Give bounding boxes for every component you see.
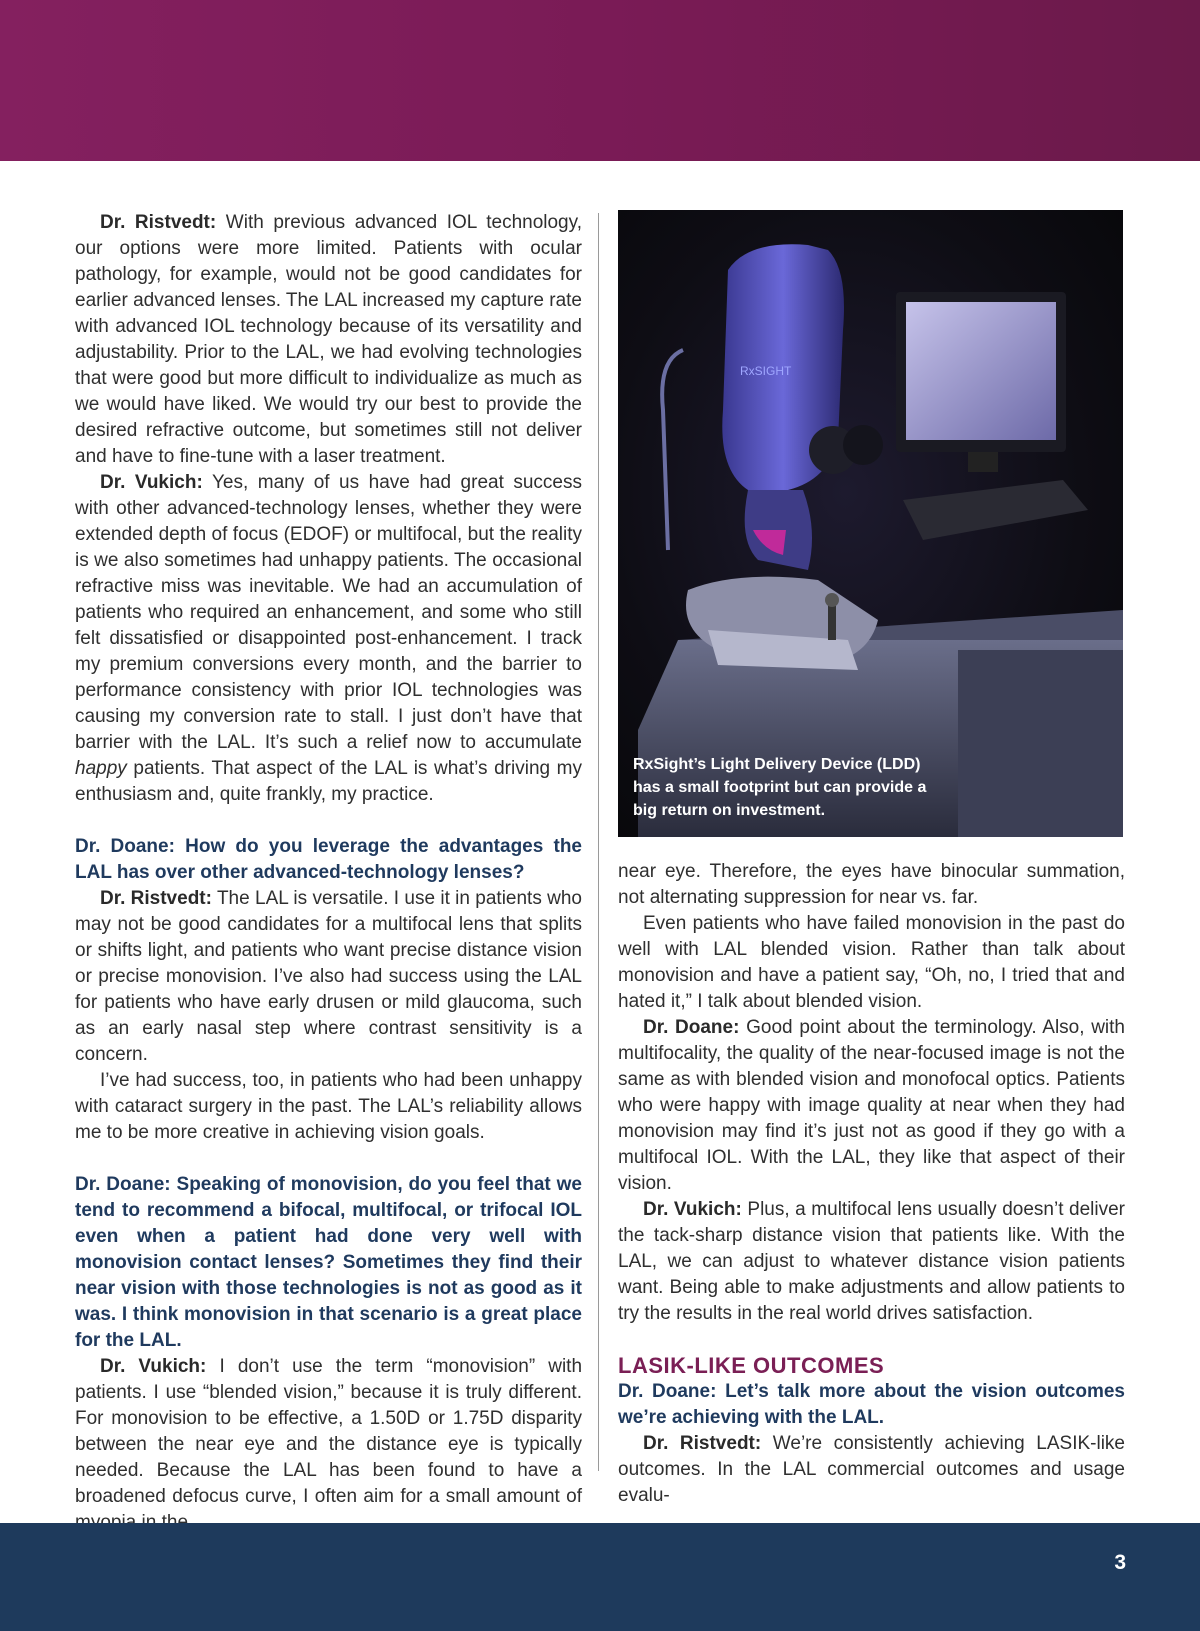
speaker-label: Dr. Ristvedt: — [100, 888, 212, 909]
speaker-label: Dr. Doane: — [643, 1017, 740, 1038]
speaker-label: Dr. Vukich: — [643, 1199, 742, 1220]
device-illustration — [618, 210, 1123, 837]
speaker-label: Dr. Vukich: — [100, 1356, 207, 1377]
speaker-label: Dr. Vukich: — [100, 472, 203, 493]
answer-text: Good point about the terminology. Also, with multifocality, the quality of the near-focused image is not the same as with blended vision and monofocal optics. Patients who were happy with image quality at near when they had monovision may find it’s just not as good if they go with a multifocal IOL. With the LAL, they like that aspect of their vision. — [618, 1017, 1125, 1194]
answer-text-continued: patients. That aspect of the LAL is what’s driving my enthusiasm and, quite frankly, my practice. — [75, 758, 582, 805]
header-band — [0, 0, 1200, 161]
left-column — [75, 210, 582, 1536]
answer-text: The LAL is versatile. I use it in patients who may not be good candidates for a multifocal lens that splits or shifts light, and patients who want precise distance vision or precise monovision. I’ve also had success using the LAL for patients who have early drusen or mild glaucoma, such as an early nasal step where contrast sensitivity is a concern. — [75, 888, 582, 1065]
page-number: 3 — [1114, 1551, 1126, 1574]
paragraph-vukich-2 — [75, 1354, 582, 1536]
paragraph-vukich-1 — [75, 470, 582, 808]
answer-text: With previous advanced IOL technology, our options were more limited. Patients with ocular pathology, for example, would not be good candidates for earlier advanced lenses. The LAL increased my capture rate with advanced IOL technology because of its versatility and adjustability. Prior to the LAL, we had evolving technologies that were good but more difficult to individualize as much as we would have liked. We would try our best to provide the desired refractive outcome, but sometimes still not deliver and have to fine-tune with a laser treatment. — [75, 212, 582, 467]
device-photo — [618, 210, 1123, 837]
speaker-label: Dr. Ristvedt: — [643, 1433, 762, 1454]
paragraph-success: I’ve had success, too, in patients who had been unhappy with cataract surgery in the past. The LAL’s reliability allows me to be more creative in achieving vision goals. — [75, 1070, 582, 1143]
column-divider — [598, 213, 599, 1471]
answer-text: Plus, a multifocal lens usually doesn’t deliver the tack-sharp distance vision that patients like. With the LAL, we can adjust to whatever distance vision patients want. Being able to make adjustments and allow patients to try the results in the real world drives satisfaction. — [618, 1199, 1126, 1324]
paragraph-vukich-3 — [618, 1197, 1125, 1327]
answer-text: Yes, many of us have had great success with other advanced-technology lenses, whether they were extended depth of focus (EDOF) or multifocal, but the reality is we also sometimes had unhappy patients. The occasional refractive miss was inevitable. We had an accumulation of patients who required an enhancement, and some who still felt dissatisfied or disappointed post-enhancement. I track my premium conversions every month, and the barrier to performance consistency with prior IOL technologies was causing my conversion rate to stall. I just don’t have that barrier with the LAL. It’s such a relief now to accumulate — [75, 472, 582, 753]
question-leverage: Dr. Doane: How do you leverage the advantages the LAL has over other advanced-technology lenses? — [75, 836, 582, 883]
paragraph-ristvedt-1 — [75, 210, 582, 470]
paragraph-continuation: near eye. Therefore, the eyes have binocular summation, not alternating suppression for near vs. far. — [618, 861, 1125, 908]
emphasis-text: happy — [75, 758, 127, 779]
footer-band — [0, 1523, 1200, 1631]
paragraph-failed-monovision: Even patients who have failed monovision in the past do well with LAL blended vision. Rather than talk about monovision and have a patient say, “Oh, no, I tried that and hated it,” I talk about blended vision. — [618, 913, 1125, 1012]
question-monovision: Dr. Doane: Speaking of monovision, do you feel that we tend to recommend a bifocal, multifocal, or trifocal IOL even when a patient had done very well with monovision contact lenses? Sometimes they find their near vision with those technologies is not as good as it was. I think monovision in that scenario is a great place for the LAL. — [75, 1174, 582, 1351]
paragraph-ristvedt-3 — [618, 1431, 1125, 1509]
answer-text: I don’t use the term “monovision” with patients. I use “blended vision,” because it is truly different. For monovision to be effective, a 1.50D or 1.75D disparity between the near eye and the distance eye is typically needed. Because the LAL has been found to have a broadened defocus curve, I often aim for a small amount of — [75, 1356, 583, 1507]
photo-caption: RxSight’s Light Delivery Device (LDD) has a small footprint but can provide a big return on investment. — [633, 756, 927, 819]
paragraph-doane-1 — [618, 1015, 1125, 1197]
question-outcomes: Dr. Doane: Let’s talk more about the vision outcomes we’re achieving with the LAL. — [618, 1381, 1125, 1428]
paragraph-ristvedt-2 — [75, 886, 582, 1068]
section-heading: LASIK-LIKE OUTCOMES — [618, 1353, 885, 1378]
right-column — [618, 210, 1125, 1509]
device-label: RxSIGHT — [740, 364, 792, 378]
answer-text: We’re consistently achieving LASIK-like outcomes. In the LAL commercial outcomes and usage evalu- — [618, 1433, 1125, 1506]
keyboard-shape — [903, 480, 1088, 540]
speaker-label: Dr. Ristvedt: — [100, 212, 217, 233]
